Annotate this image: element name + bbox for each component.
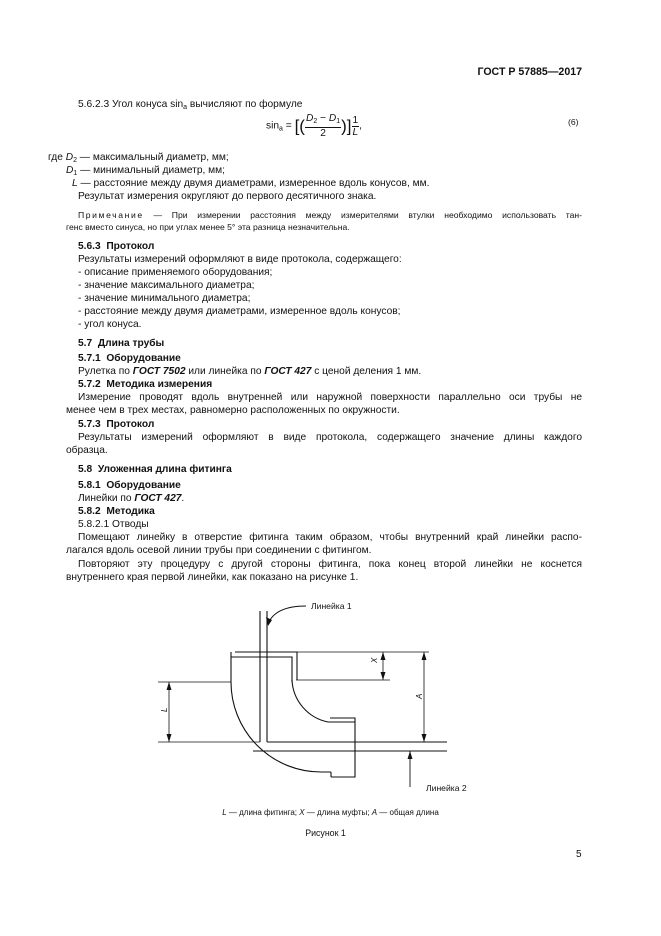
formula-fraction — [305, 113, 341, 139]
protocol-item: - значение минимального диаметра; — [78, 293, 251, 304]
heading-title: Оборудование — [106, 353, 181, 364]
method-p1-line-1: Помещают линейку в отверстие фитинга таким образом, чтобы внутренний край линейки распо- — [78, 532, 582, 543]
protocol-item: - описание применяемого оборудования; — [78, 267, 273, 278]
dimension-x-label: X — [370, 657, 379, 663]
figure-1-drawing — [150, 596, 470, 796]
d2-subscript: 2 — [73, 157, 77, 164]
arrow-l-bottom — [167, 734, 172, 742]
legend-symbol: X — [299, 808, 305, 817]
equipment-5-7-1 — [78, 365, 421, 378]
arrow-a-top — [422, 652, 427, 660]
gost-reference: ГОСТ 427 — [134, 493, 182, 504]
section-5-7-heading — [78, 337, 164, 350]
protocol-5-7-3-line-2: образца. — [66, 445, 108, 456]
figure-caption: Рисунок 1 — [305, 828, 346, 838]
elbow-inner-wall — [292, 680, 355, 722]
note-text-1: — При измерении расстояния между измерителями втулки необходимо использовать тан- — [153, 210, 582, 220]
heading-title: Длина трубы — [97, 338, 165, 349]
section-5-7-3-heading — [78, 418, 154, 431]
heading-number: 5.8.1 — [78, 480, 101, 491]
where-prefix: где — [48, 152, 66, 163]
rounding-text: Результат измерения округляют до первого десятичного знака. — [78, 191, 377, 202]
protocol-intro: Результаты измерений оформляют в виде протокола, содержащего: — [78, 254, 402, 265]
formula-d2-sub: 2 — [313, 118, 318, 125]
formula-lhs: sin — [266, 120, 280, 132]
arrow-x-bottom — [381, 672, 386, 680]
note-line-1 — [78, 209, 582, 221]
equipment-5-8-1 — [78, 492, 184, 505]
heading-number: 5.7 — [78, 338, 93, 349]
formula-d1-sub: 1 — [336, 118, 341, 125]
text-post: . — [181, 493, 185, 504]
ruler-1-label: Линейка 1 — [311, 601, 352, 611]
formula-comma: , — [359, 120, 363, 132]
vertical-socket — [231, 657, 292, 682]
d1-subscript: 1 — [73, 170, 78, 177]
arrow-a-bottom — [422, 734, 427, 742]
heading-number: 5.8 — [78, 464, 93, 475]
legend-symbol: L — [222, 808, 227, 817]
ruler-2-label: Линейка 2 — [426, 783, 467, 793]
section-5-7-2-heading — [78, 378, 212, 391]
heading-title: Методика измерения — [106, 379, 213, 390]
section-5-8-heading — [78, 463, 232, 476]
formula-L: L — [352, 126, 359, 138]
formula-d1: D — [328, 113, 337, 124]
ruler-1-leader — [268, 606, 306, 624]
arrow-x-top — [381, 652, 386, 660]
arrow-l-top — [167, 682, 172, 690]
formula-lhs-sub: a — [279, 125, 283, 133]
page-number: 5 — [576, 849, 582, 860]
method-p2-line-2: внутреннего края первой линейки, как показано на рисунке 1. — [66, 572, 359, 583]
legend-desc: — общая длина — [377, 808, 439, 817]
legend-symbol: A — [371, 808, 378, 817]
dimension-l-label: L — [160, 707, 169, 712]
heading-title: Протокол — [106, 419, 155, 430]
where-l — [72, 177, 429, 190]
section-5-6-3-heading — [78, 240, 154, 253]
sin-subscript: a — [183, 104, 188, 111]
heading-number: 5.8.2 — [78, 506, 101, 517]
gost-reference: ГОСТ 427 — [264, 366, 312, 377]
d1-symbol: D — [66, 165, 74, 176]
section-5-7-1-heading — [78, 352, 181, 365]
formula-6 — [266, 113, 362, 139]
formula-eq: = — [282, 120, 295, 132]
formula-one: 1 — [352, 114, 359, 126]
section-5-8-2-heading — [78, 505, 155, 518]
d2-description: — максимальный диаметр, мм; — [76, 152, 229, 163]
arrow-ruler-2 — [408, 751, 413, 759]
protocol-item: - расстояние между двумя диаметрами, измеренное вдоль конусов; — [78, 306, 401, 317]
figure-legend — [0, 807, 661, 818]
subclause-5-8-2-1: 5.8.2.1 Отводы — [78, 519, 149, 530]
note-label: Примечание — [78, 210, 144, 220]
heading-number: 5.6.3 — [78, 241, 101, 252]
heading-number: 5.7.3 — [78, 419, 101, 430]
d2-symbol: D — [65, 152, 74, 163]
section-5-8-1-heading — [78, 479, 181, 492]
method-p2-line-1: Повторяют эту процедуру с другой стороны фитинга, пока конец второй линейки не коснется — [78, 559, 582, 570]
formula-minus: − — [317, 113, 329, 124]
heading-number: 5.7.1 — [78, 353, 101, 364]
l-symbol: L — [72, 178, 78, 189]
formula-two: 2 — [320, 128, 326, 139]
method-5-7-2-line-1: Измерение проводят вдоль внутренней или наружной поверхности параллельно оси трубы не — [78, 392, 582, 403]
gost-reference: ГОСТ 7502 — [132, 366, 186, 377]
elbow-outer-wall — [231, 652, 331, 772]
formula-open-bracket: [( — [294, 116, 305, 136]
vertical-socket-edge — [235, 652, 297, 680]
heading-title: Методика — [106, 506, 155, 517]
text-mid: или линейка по — [185, 366, 265, 377]
horizontal-socket — [330, 718, 355, 777]
l-description: — расстояние между двумя диаметрами, измеренное вдоль конусов, мм. — [77, 178, 430, 189]
heading-title: Уложенная длина фитинга — [97, 464, 232, 475]
clause-tail: вычисляют по формуле — [187, 99, 303, 110]
standard-header: ГОСТ Р 57885—2017 — [477, 66, 582, 78]
dimension-a-label: A — [415, 693, 424, 699]
method-p1-line-2: лагался вдоль осевой линии трубы при соединении с фитингом. — [66, 545, 372, 556]
text-pre: Линейки по — [78, 493, 135, 504]
d1-description: — минимальный диаметр, мм; — [77, 165, 225, 176]
clause-5-6-2-3 — [78, 98, 302, 114]
clause-lead: 5.6.2.3 Угол конуса sin — [78, 99, 184, 110]
protocol-5-7-3-line-1: Результаты измерений оформляют в виде протокола, содержащего значение длины каждого — [78, 432, 582, 443]
note-line-2: генс вместо синуса, но при углах менее 5° эта разница незначительна. — [66, 222, 350, 232]
heading-number: 5.7.2 — [78, 379, 101, 390]
legend-desc: — длина муфты; — [304, 808, 372, 817]
protocol-item: - угол конуса. — [78, 319, 142, 330]
formula-close-bracket: )] — [341, 116, 352, 136]
text-pre: Рулетка по — [78, 366, 133, 377]
legend-desc: — длина фитинга; — [226, 808, 300, 817]
method-5-7-2-line-2: менее чем в трех местах, равномерно расположенных по окружности. — [66, 405, 400, 416]
heading-title: Протокол — [106, 241, 155, 252]
formula-number: (6) — [568, 117, 579, 127]
protocol-item: - значение максимального диаметра; — [78, 280, 255, 291]
text-post: с ценой деления 1 мм. — [311, 366, 422, 377]
heading-title: Оборудование — [106, 480, 181, 491]
formula-d2: D — [305, 113, 314, 124]
